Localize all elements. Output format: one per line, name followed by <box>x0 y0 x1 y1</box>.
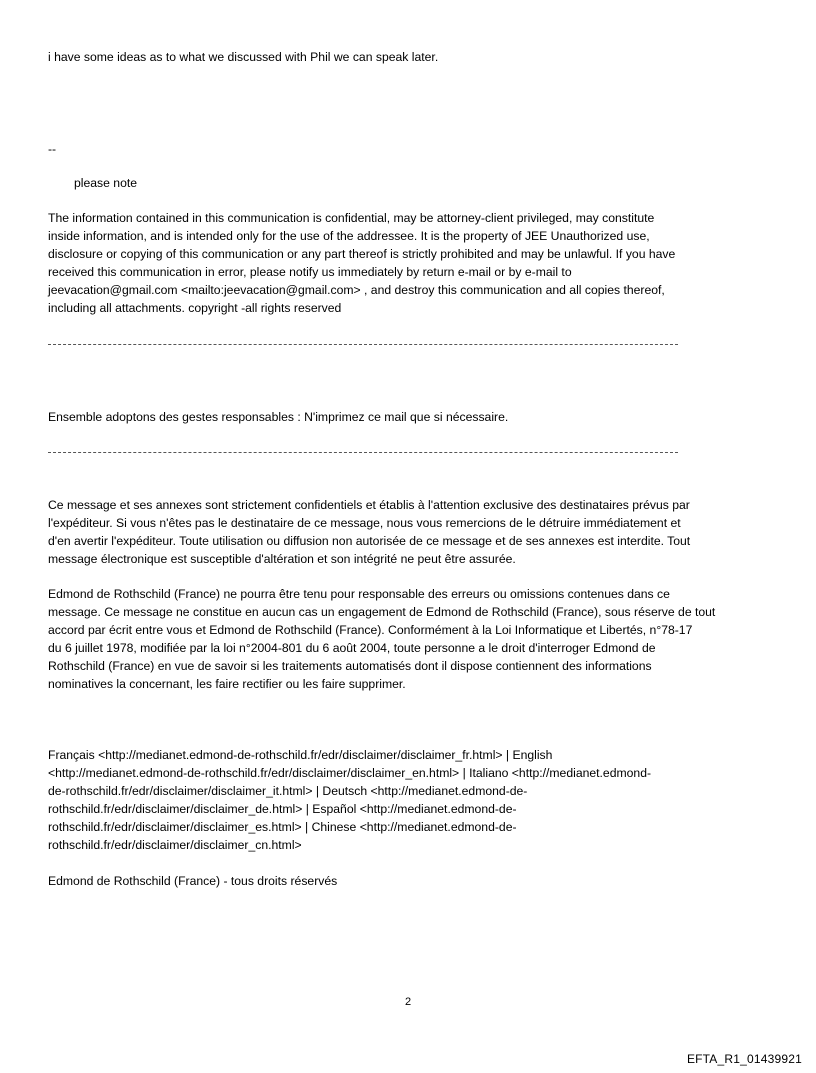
french-confidentiality-paragraph <box>48 496 788 568</box>
language-links-line: rothschild.fr/edr/disclaimer/disclaimer_cn.html> <box>48 838 302 852</box>
bates-number: EFTA_R1_01439921 <box>686 1052 802 1066</box>
liability-line: message. Ce message ne constitue en aucun cas un engagement de Edmond de Rothschild (France), sous réserve de tout <box>48 605 716 619</box>
signature-separator: -- <box>48 142 57 156</box>
language-links-line: rothschild.fr/edr/disclaimer/disclaimer_de.html> | Español <http://medianet.edmond-de- <box>48 802 517 816</box>
disclaimer-line: Ce message et ses annexes sont strictement confidentiels et établis à l'attention exclusive des destinataires prévus par <box>48 498 690 512</box>
confidentiality-line: received this communication in error, please notify us immediately by return e-mail or by e-mail to <box>48 265 572 279</box>
confidentiality-line: jeevacation@gmail.com <mailto:jeevacation@gmail.com> , and destroy this communication and all copies thereof, <box>48 283 665 297</box>
language-links-line: Français <http://medianet.edmond-de-rothschild.fr/edr/disclaimer/disclaimer_fr.html> | English <box>48 748 553 762</box>
confidentiality-line: The information contained in this communication is confidential, may be attorney-client privileged, may constitute <box>48 211 655 225</box>
liability-line: accord par écrit entre vous et Edmond de Rothschild (France). Conformément à la Loi Informatique et Libertés, n°78-17 <box>48 623 693 637</box>
liability-line: Edmond de Rothschild (France) ne pourra être tenu pour responsable des erreurs ou omissions contenues dans ce <box>48 587 670 601</box>
disclaimer-line: d'en avertir l'expéditeur. Toute utilisation ou diffusion non autorisée de ce message et de ses annexes est interdite. Tout <box>48 534 691 548</box>
disclaimer-line: message électronique est susceptible d'altération et son intégrité ne peut être assurée. <box>48 552 516 566</box>
language-links-paragraph <box>48 746 788 854</box>
copyright-line: Edmond de Rothschild (France) - tous droits réservés <box>48 874 338 888</box>
please-note-label: please note <box>74 176 138 190</box>
confidentiality-line: disclosure or copying of this communication or any part thereof is strictly prohibited and may be unlawful. If you have <box>48 247 676 261</box>
disclaimer-line: l'expéditeur. Si vous n'êtes pas le destinataire de ce message, nous vous remercions de le détruire immédiatement et <box>48 516 681 530</box>
eco-notice: Ensemble adoptons des gestes responsables : N'imprimez ce mail que si nécessaire. <box>48 410 509 424</box>
language-links-line: <http://medianet.edmond-de-rothschild.fr/edr/disclaimer/disclaimer_en.html> | Italiano <http://medianet.edmond- <box>48 766 652 780</box>
liability-line: du 6 juillet 1978, modifiée par la loi n°2004-801 du 6 août 2004, toute personne a le droit d'interroger Edmond de <box>48 641 656 655</box>
liability-paragraph <box>48 585 788 693</box>
language-links-line: rothschild.fr/edr/disclaimer/disclaimer_es.html> | Chinese <http://medianet.edmond-de- <box>48 820 517 834</box>
confidentiality-notice <box>48 209 788 317</box>
liability-line: Rothschild (France) en vue de savoir si les traitements automatisés dont il dispose contiennent des informations <box>48 659 652 673</box>
liability-line: nominatives la concernant, les faire rectifier ou les faire supprimer. <box>48 677 406 691</box>
page-number: 2 <box>404 996 412 1008</box>
confidentiality-line: including all attachments. copyright -all rights reserved <box>48 301 342 315</box>
confidentiality-line: inside information, and is intended only for the use of the addressee. It is the property of JEE Unauthorized use, <box>48 229 650 243</box>
language-links-line: de-rothschild.fr/edr/disclaimer/disclaimer_it.html> | Deutsch <http://medianet.edmond-de- <box>48 784 528 798</box>
dashed-divider <box>48 452 678 453</box>
dashed-divider <box>48 344 678 345</box>
email-body-line: i have some ideas as to what we discussed with Phil we can speak later. <box>48 50 439 64</box>
